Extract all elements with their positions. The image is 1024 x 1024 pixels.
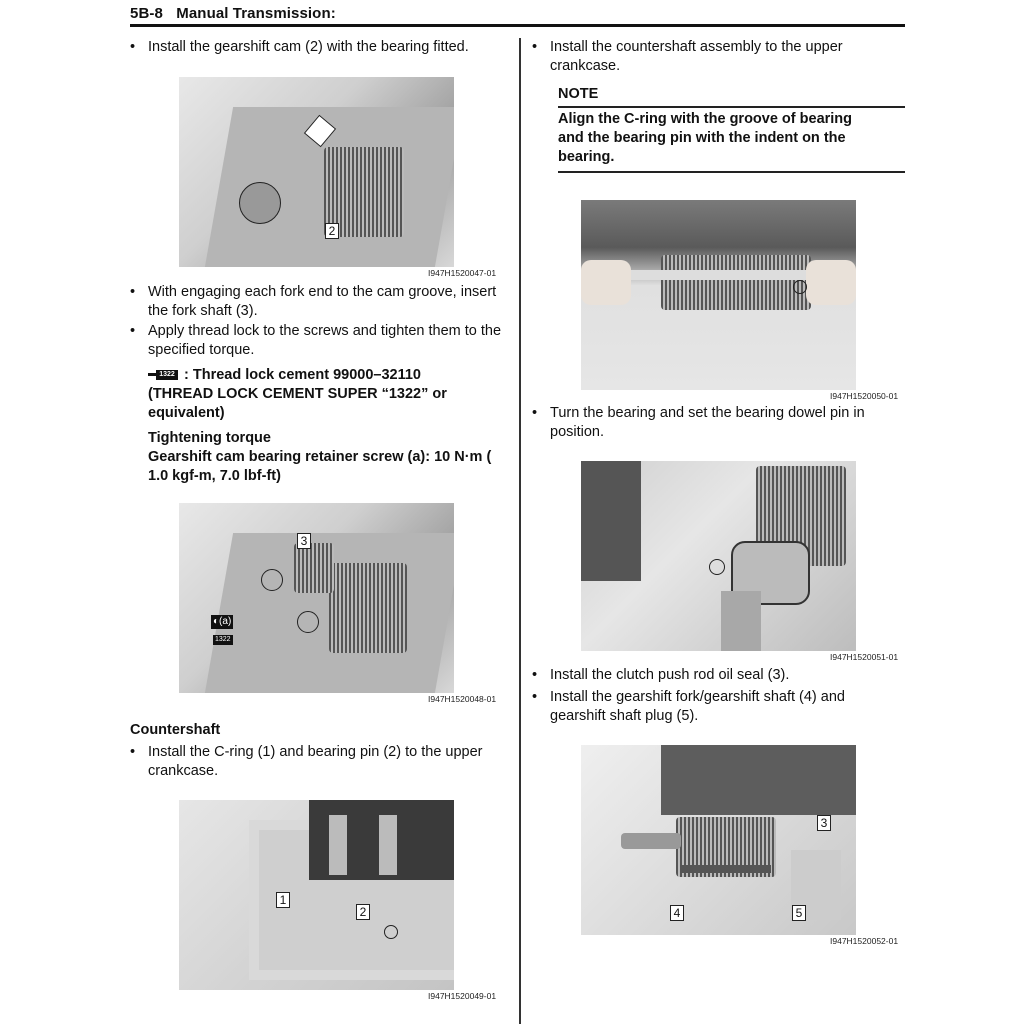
figure-gearshift-shaft: [581, 745, 856, 935]
step-install-gearshift-fork: • Install the gearshift fork/gearshift shaft (4) and gearshift shaft plug (5).: [532, 689, 845, 724]
step-install-c-ring: • Install the C-ring (1) and bearing pin (2) to the upper crankcase.: [130, 744, 483, 779]
page-title: Manual Transmission:: [176, 5, 336, 22]
figure-id: I947H1520047-01: [428, 268, 497, 278]
screw-mark: [261, 569, 283, 591]
step-install-countershaft: • Install the countershaft assembly to the upper crankcase.: [532, 39, 843, 74]
page-header: [130, 4, 905, 27]
hand-shape: [581, 260, 631, 305]
note-body: Align the C-ring with the groove of bearing and the bearing pin with the indent on the bearing.: [558, 111, 853, 165]
callout-3: 3: [817, 815, 831, 831]
thread-lock-icon: 1322: [148, 369, 180, 381]
hand-shape: [806, 260, 856, 305]
screw-mark: [297, 611, 319, 633]
figure-id: I947H1520050-01: [830, 391, 899, 401]
figure-bearing-dowel-pin: [581, 461, 856, 651]
figure-id: I947H1520049-01: [428, 991, 497, 1001]
bullet-icon: •: [130, 39, 136, 55]
bearing-pin-mark: [384, 925, 398, 939]
section-number: 5B-8: [130, 5, 163, 22]
figure-countershaft-assembly: [581, 200, 856, 390]
step-insert-fork-shaft: • With engaging each fork end to the cam groove, insert the fork shaft (3).: [130, 284, 497, 319]
dowel-pin-mark: [793, 280, 807, 294]
figure-id: I947H1520052-01: [830, 936, 899, 946]
callout-2: 2: [325, 223, 339, 239]
callout-4: 4: [670, 905, 684, 921]
figure-id: I947H1520051-01: [830, 652, 899, 662]
callout-3: 3: [297, 533, 311, 549]
callout-1: 1: [276, 892, 290, 908]
tightening-torque-spec: Tightening torque Gearshift cam bearing retainer screw (a): 10 N·m ( 1.0 kgf-m, 7.0 lbf-ft): [148, 429, 518, 486]
torque-title: Tightening torque: [148, 430, 271, 446]
torque-wrench-icon: ◐(a): [213, 616, 232, 627]
note-top-rule: [558, 106, 905, 108]
step-turn-bearing: • Turn the bearing and set the bearing dowel pin in position.: [532, 405, 865, 440]
dowel-pin-mark: [709, 559, 725, 575]
step-apply-thread-lock: • Apply thread lock to the screws and tighten them to the specified torque.: [130, 323, 502, 358]
figure-gearshift-cam: [179, 77, 454, 267]
callout-5: 5: [792, 905, 806, 921]
figure-c-ring: [179, 800, 454, 990]
thread-lock-icon: 1322: [215, 636, 231, 643]
note-bottom-rule: [558, 171, 905, 173]
column-divider: [519, 38, 521, 1024]
section-title-countershaft: Countershaft: [130, 722, 221, 738]
bearing-shape: [239, 182, 281, 224]
figure-id: I947H1520048-01: [428, 694, 497, 704]
figure-fork-shaft: [179, 503, 454, 693]
note-title: NOTE: [558, 86, 599, 102]
thread-lock-spec: 1322 : Thread lock cement 99000–32110 (THREAD LOCK CEMENT SUPER “1322” or equivalent): [148, 367, 447, 421]
callout-2: 2: [356, 904, 370, 920]
